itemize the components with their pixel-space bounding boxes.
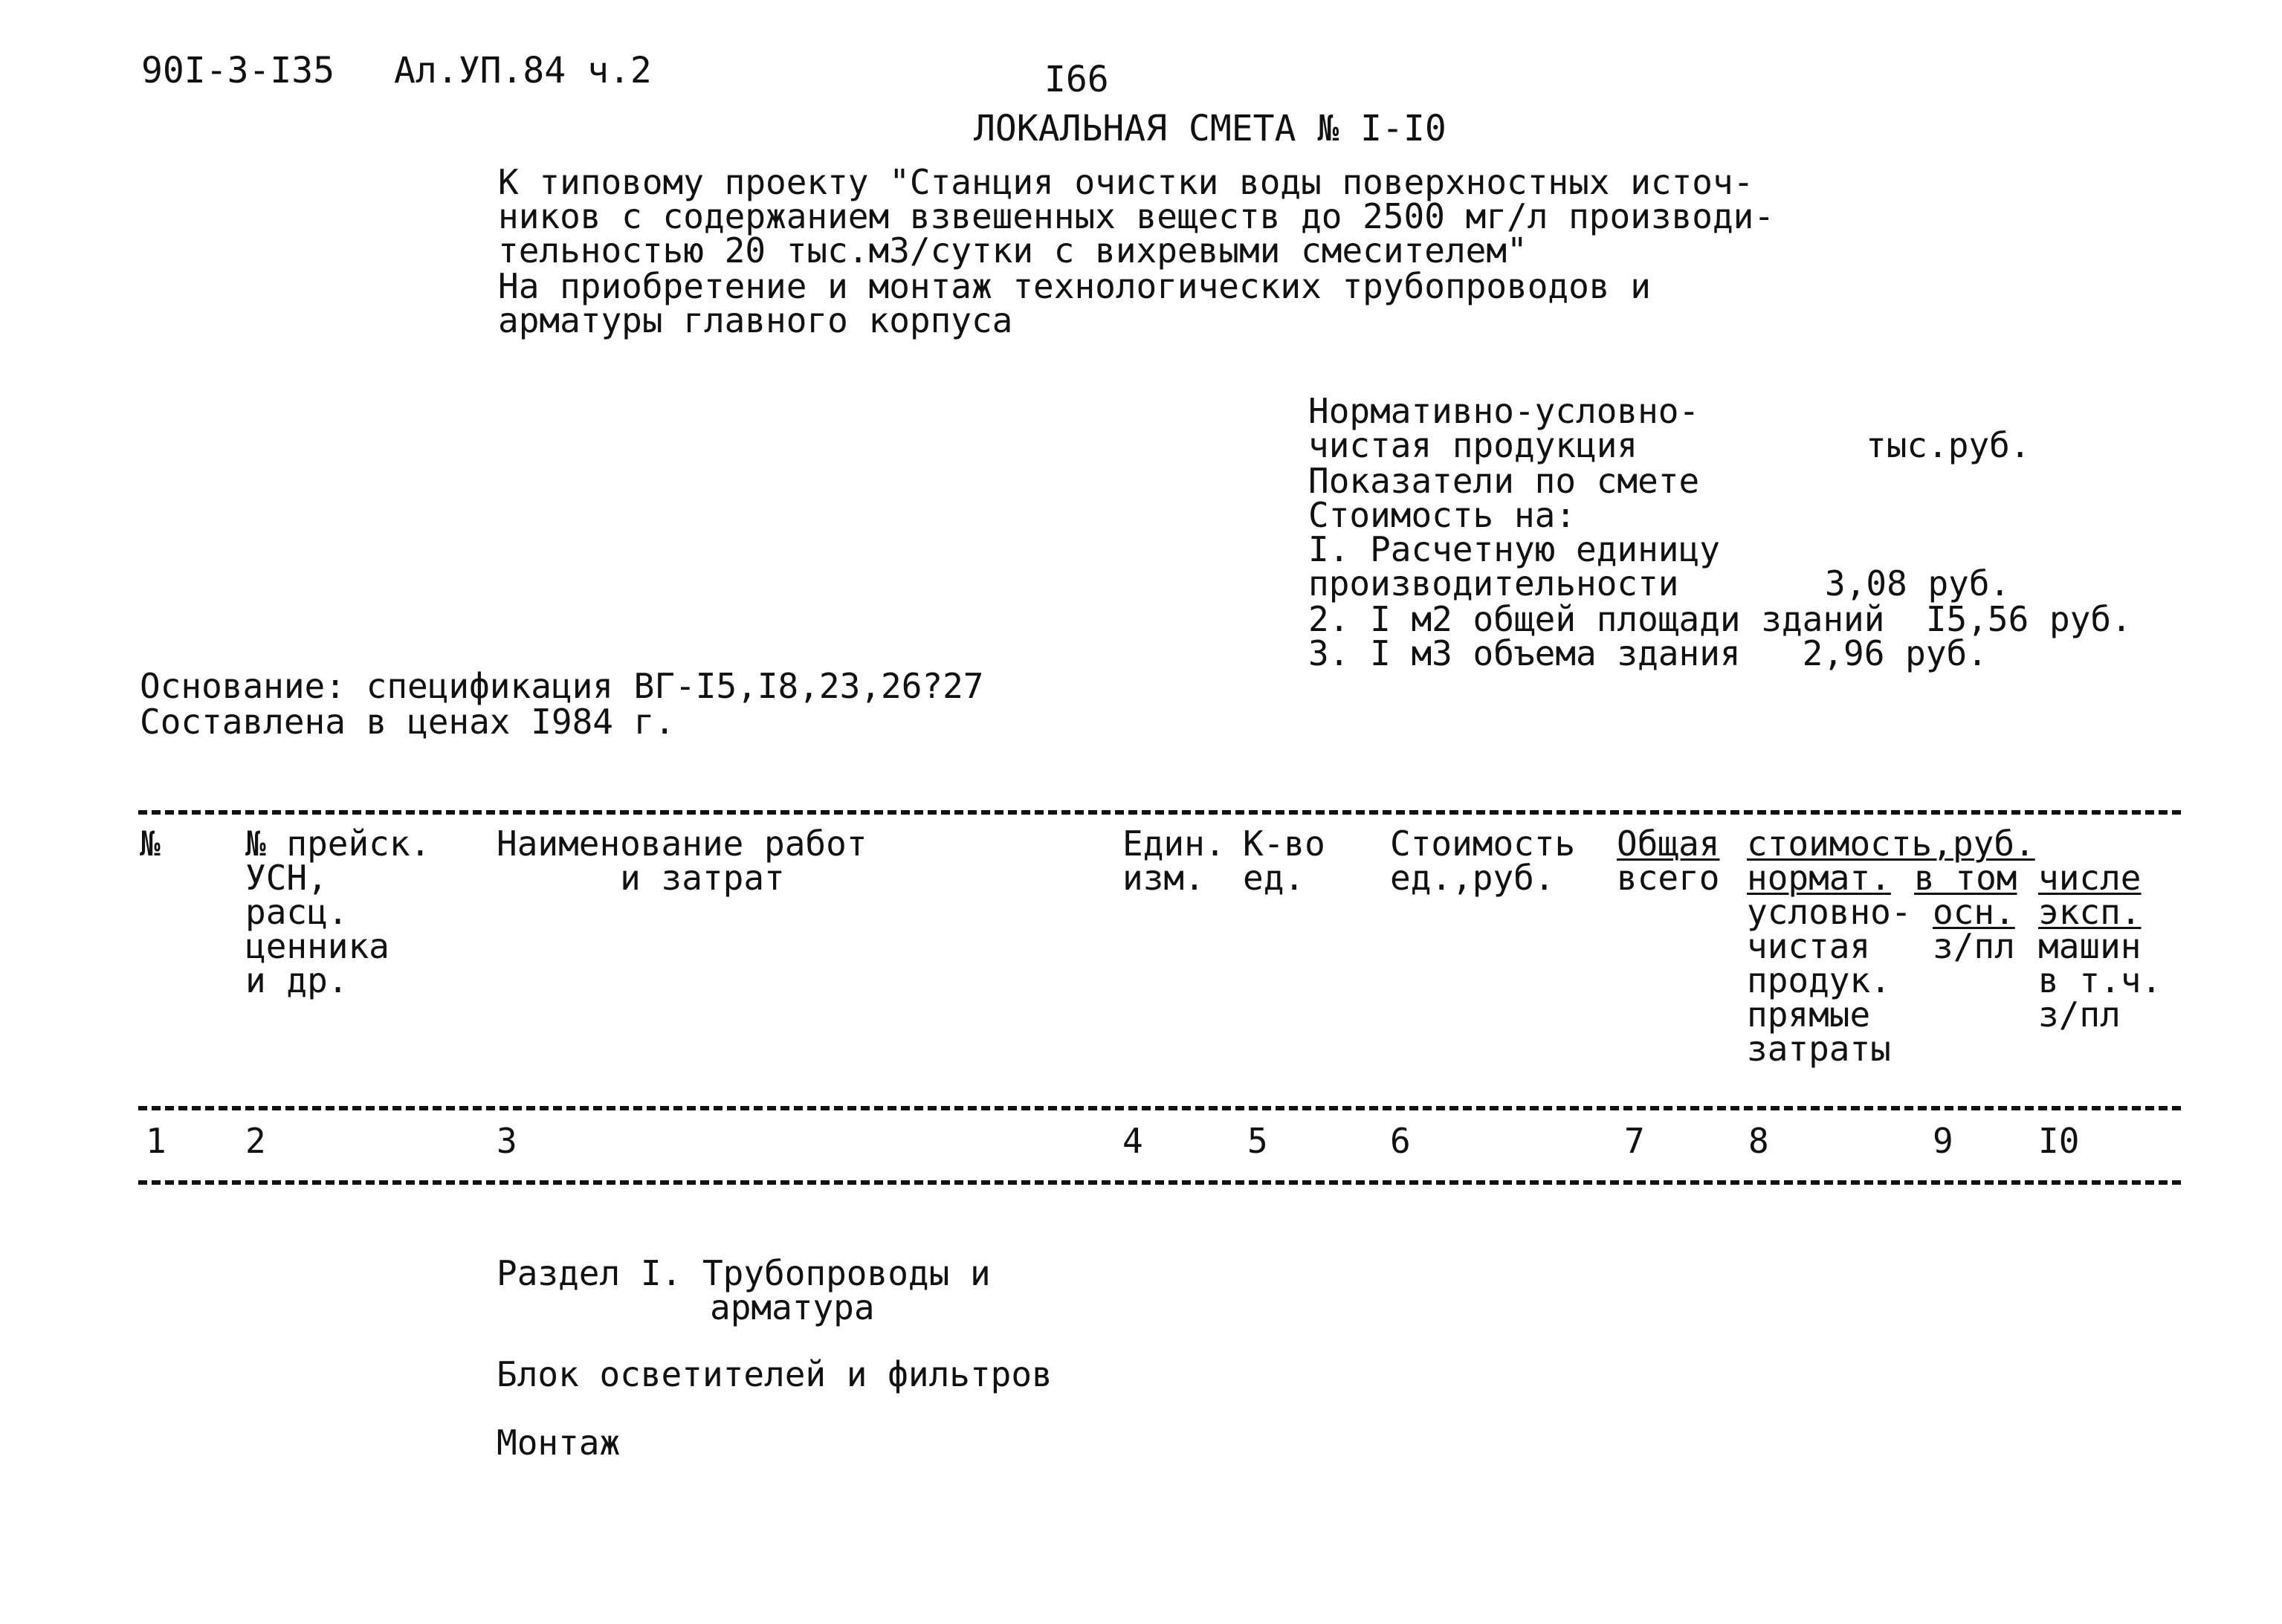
section-title-line-2: арматура (710, 1287, 875, 1327)
column-numbers-bottom-rule (138, 1180, 2181, 1185)
indicator-line-8: 3. I м3 объема здания 2,96 руб. (1308, 633, 1988, 673)
header-col-9-top: в том (1914, 858, 2017, 898)
column-number-5: 5 (1247, 1121, 1268, 1161)
project-line-2: ников с содержанием взвешенных веществ до 2500 мг/л производи- (498, 196, 1775, 236)
block-title: Блок осветителей и фильтров (497, 1354, 1053, 1394)
column-number-3: 3 (497, 1121, 517, 1161)
header-col-10-top: числе (2038, 858, 2142, 898)
header-bottom-rule (138, 1106, 2181, 1110)
indicator-line-6-label: производительности (1308, 563, 1679, 604)
header-col-3: Наименование работ и затрат (497, 824, 867, 898)
header-col-1: № (140, 824, 161, 864)
column-number-6: 6 (1390, 1121, 1411, 1161)
project-line-5: арматуры главного корпуса (498, 300, 1013, 340)
header-col-7-top: Общая (1617, 824, 1720, 864)
column-number-10: I0 (2038, 1121, 2080, 1161)
header-col-8-top: нормат. (1747, 858, 1891, 898)
document-code: 90I-3-I35 (141, 50, 335, 91)
section-title-line-1: Раздел I. Трубопроводы и (497, 1253, 991, 1293)
column-number-7: 7 (1624, 1121, 1645, 1161)
header-col-9-bottom: з/пл (1933, 926, 2015, 966)
basis-line-1: Основание: спецификация ВГ-I5,I8,23,26?27 (140, 666, 984, 706)
header-col-6: Стоимость ед.,руб. (1390, 824, 1576, 898)
header-col-4: Един. изм. (1122, 824, 1226, 898)
header-col-10-mid: эксп. (2038, 892, 2142, 932)
indicator-line-3: Показатели по смете (1308, 461, 1700, 501)
project-line-4: На приобретение и монтаж технологических трубопроводов и (498, 266, 1651, 306)
project-line-3: тельностью 20 тыс.м3/сутки с вихревыми смесителем" (498, 230, 1528, 271)
header-col-7-bottom: всего (1617, 858, 1720, 898)
column-number-1: 1 (146, 1121, 167, 1161)
column-number-9: 9 (1933, 1121, 1953, 1161)
indicator-line-7: 2. I м2 общей площади зданий I5,56 руб. (1308, 599, 2132, 639)
project-line-1: К типовому проекту "Станция очистки воды поверхностных источ- (498, 162, 1754, 202)
indicator-line-2-unit: тыс.руб. (1866, 425, 2031, 465)
header-col-10-bottom: машин в т.ч. з/пл (2038, 926, 2162, 1035)
montage-title: Монтаж (497, 1423, 621, 1463)
header-col-5: К-во ед. (1243, 824, 1325, 898)
album-reference: Ал.УП.84 ч.2 (394, 50, 652, 91)
column-number-8: 8 (1748, 1121, 1769, 1161)
indicator-line-4: Стоимость на: (1308, 495, 1577, 535)
indicator-line-6-value: 3,08 руб. (1825, 563, 2011, 604)
basis-line-2: Составлена в ценах I984 г. (140, 702, 676, 742)
column-number-2: 2 (245, 1121, 266, 1161)
page-number: I66 (1044, 59, 1109, 100)
indicator-line-5: I. Расчетную единицу (1308, 529, 1720, 569)
indicator-line-2-label: чистая продукция (1308, 425, 1638, 465)
header-cost-span: стоимость,руб. (1747, 824, 2035, 864)
column-number-4: 4 (1122, 1121, 1143, 1161)
document-title: ЛОКАЛЬНАЯ СМЕТА № I-I0 (974, 108, 1447, 149)
header-col-2: № прейск. УСН, расц. ценника и др. (245, 824, 431, 1000)
table-top-rule (138, 810, 2181, 815)
header-col-9-mid: осн. (1933, 892, 2015, 932)
indicator-line-1: Нормативно-условно- (1308, 391, 1700, 431)
header-col-8-bottom: условно- чистая продук. прямые затраты (1747, 892, 1912, 1069)
